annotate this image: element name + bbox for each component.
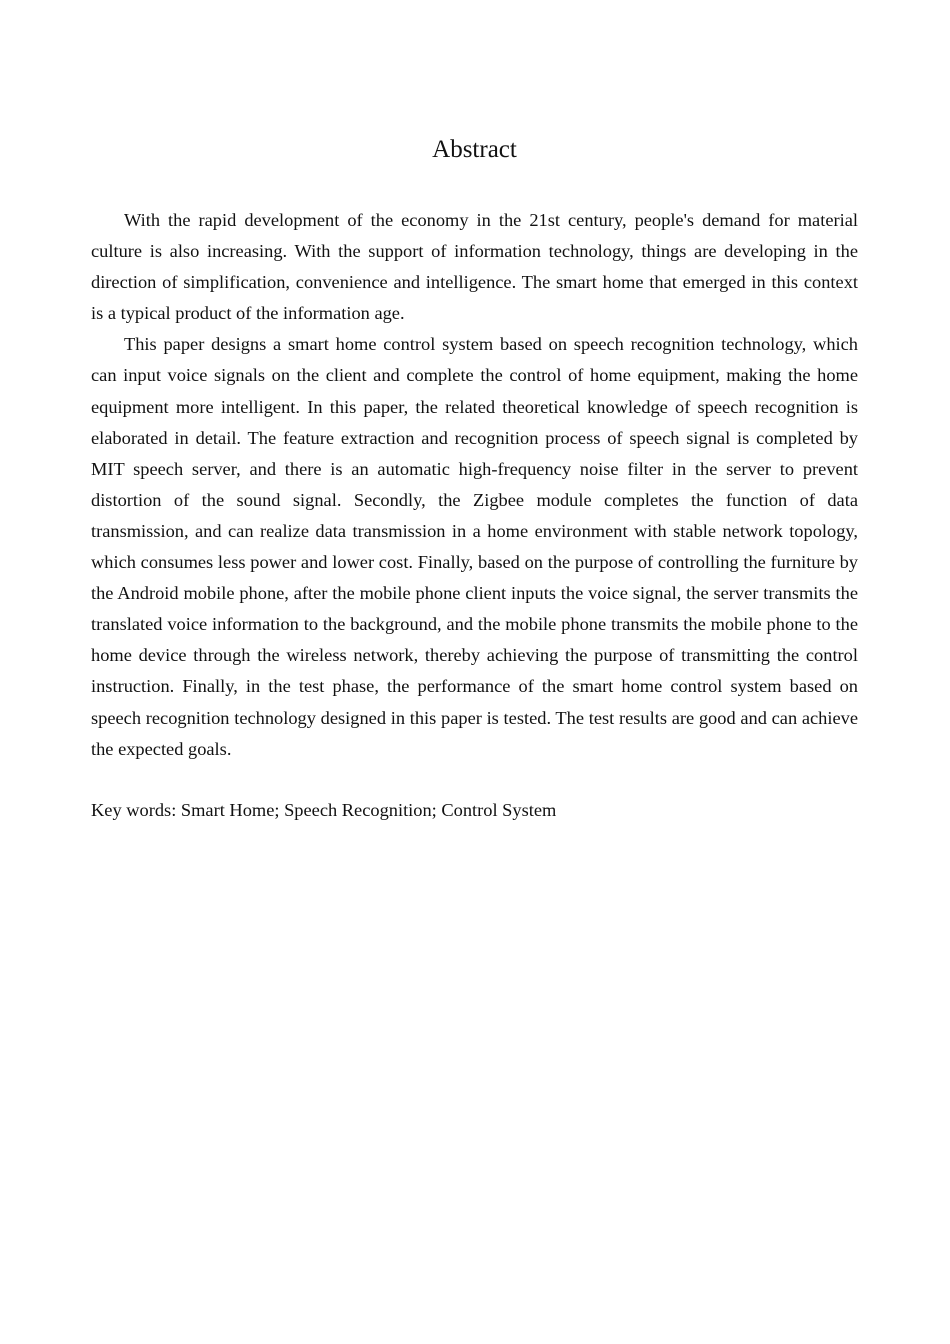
abstract-paragraph-1: With the rapid development of the economy in the 21st century, people's demand for material culture is also increasing. With the support of information technology, things are developing in the direction of simplification, convenience and intelligence. The smart home that emerged in this context is a typical product of the information age. [91, 210, 858, 324]
abstract-title: Abstract [432, 136, 517, 163]
keywords-line: Key words: Smart Home; Speech Recognition; Control System [91, 799, 557, 820]
abstract-body [91, 205, 858, 765]
abstract-paragraph-2: This paper designs a smart home control system based on speech recognition technology, which can input voice signals on the client and complete the control of home equipment, making the home equipment more intelligent. In this paper, the related theoretical knowledge of speech recognition is elaborated in detail. The feature extraction and recognition process of speech signal is completed by MIT speech server, and there is an automatic high-frequency noise filter in the server to prevent distortion of the sound signal. Secondly, the Zigbee module completes the function of data transmission, and can realize data transmission in a home environment with stable network topology, which consumes less power and lower cost. Finally, based on the purpose of controlling the furniture by the Android mobile phone, after the mobile phone client inputs the voice signal, the server transmits the translated voice information to the background, and the mobile phone transmits the mobile phone to the home device through the wireless network, thereby achieving the purpose of transmitting the control instruction. Finally, in the test phase, the performance of the smart home control system based on speech recognition technology designed in this paper is tested. The test results are good and can achieve the expected goals. [91, 334, 858, 759]
